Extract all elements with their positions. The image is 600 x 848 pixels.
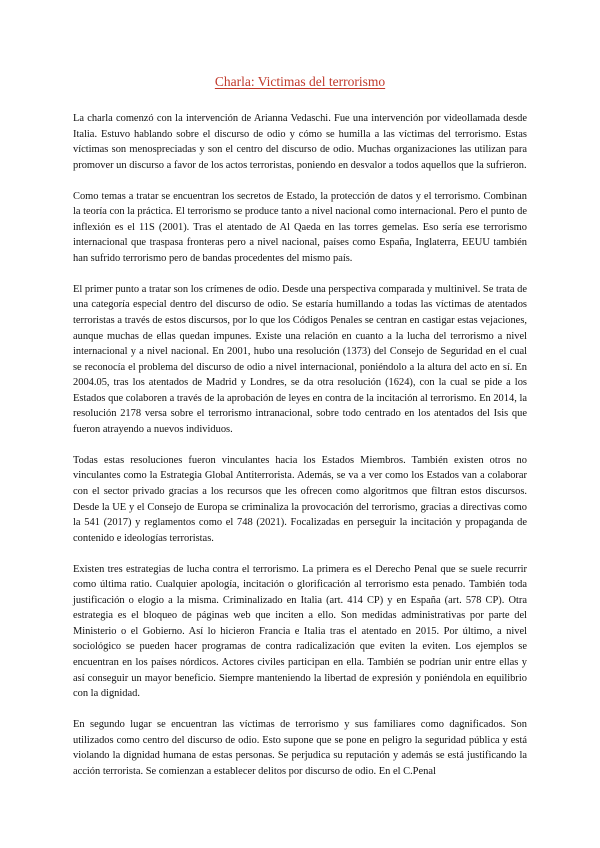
- paragraph-topics: Como temas a tratar se encuentran los secretos de Estado, la protección de datos y el terrorismo. Combinan la teoría con la práctica. El terrorismo se produce tanto a nivel nacional como internacional. Pero el punto de inflexión es el 11S (2001). Tras el atentado de Al Qaeda en las torres gemelas. Eso sería ese terrorismo internacional que traspasa fronteras pero a nivel nacional, países como España, Inglaterra, EEUU también han sufrido terrorismo pero de bandas procedentes del mismo país.: [73, 190, 527, 264]
- paragraph-victims: En segundo lugar se encuentran las víctimas de terrorismo y sus familiares como dagnificados. Son utilizados como centro del discurso de odio. Esto supone que se pone en peligro la seguridad pública y está violando la dignidad humana de estas personas. Se perjudica su reputación y además se está justificando la acción terrorista. Se comienzan a establecer delitos por discurso de odio. En el C.Penal: [73, 719, 527, 777]
- paragraph-strategies: Existen tres estrategias de lucha contra el terrorismo. La primera es el Derecho Penal que se suele recurrir como última ratio. Cualquier apología, incitación o glorificación al terrorismo esta penado. También toda justificación o elogio a la misma. Criminalizado en Italia (art. 414 CP) y en España (art. 578 CP). Otra estrategia es el bloqueo de páginas web que inciten a ello. Son medidas administrativas por parte del Ministerio o el Gobierno. Así lo hicieron Francia e Italia tras el atentado en 2015. Por último, a nivel sociológico se pueden hacer programas de contra radicalización que eviten la eviten. Los ejemplos se encuentran en los países nórdicos. Actores civiles participan en ella. También se podrían unir entre ellas y así conseguir un mayor beneficio. Siempre manteniendo la libertad de expresión y poniéndola en equilibrio con la dignidad.: [73, 563, 527, 700]
- document-title: Charla: Victimas del terrorismo: [214, 74, 386, 89]
- paragraph-resolutions: Todas estas resoluciones fueron vinculantes hacia los Estados Miembros. También existen otros no vinculantes como la Estrategia Global Antiterrorista. Además, se va a ver como los Estados van a colaborar con el sector privado gracias a los recursos que les ofrecen como algoritmos que filtran estos discursos. Desde la UE y el Consejo de Europa se criminaliza la provocación del terrorismo, gracias a directivas como la 541 (2017) y reglamentos como el 748 (2021). Focalizadas en perseguir la incitación y propaganda de contenido e ideologías terroristas.: [73, 454, 527, 544]
- paragraph-intro: La charla comenzó con la intervención de Arianna Vedaschi. Fue una intervención por videollamada desde Italia. Estuvo hablando sobre el discurso de odio y cómo se humilla a las víctimas del terrorismo. Estas víctimas son menospreciadas y son el centro del discurso de odio. Muchas organizaciones las utilizan para promover un discurso a favor de los actos terroristas, poniendo en desvalor a todos aquellos que la sufrieron.: [73, 113, 527, 171]
- paragraph-hate-crimes: El primer punto a tratar son los crímenes de odio. Desde una perspectiva comparada y multinivel. Se trata de una categoría especial dentro del discurso de odio. Se estaría humillando a todas las víctimas de atentados terroristas a través de estos discursos, por lo que los Códigos Penales se centran en castigar estas vejaciones, aunque muchas de ellas quedan impunes. Existe una relación en cuanto a la lucha del terrorismo a nivel internacional y a nivel nacional. En 2001, hubo una resolución (1373) del Consejo de Seguridad en el cual se reconocía el problema del discurso de odio a nivel internacional, poniéndolo a la altura del acto en sí. En 2004.05, tras los atentados de Madrid y Londres, se da otra resolución (1624), con la cual se pide a los Estados que colaboren a través de la aprobación de leyes en contra de la incitación al terrorismo. En 2014, la resolución 2178 versa sobre el terrorismo intranacional, sobre todo centrado en los atentados del Isis que fueron atrayendo a nuevos individuos.: [73, 283, 527, 435]
